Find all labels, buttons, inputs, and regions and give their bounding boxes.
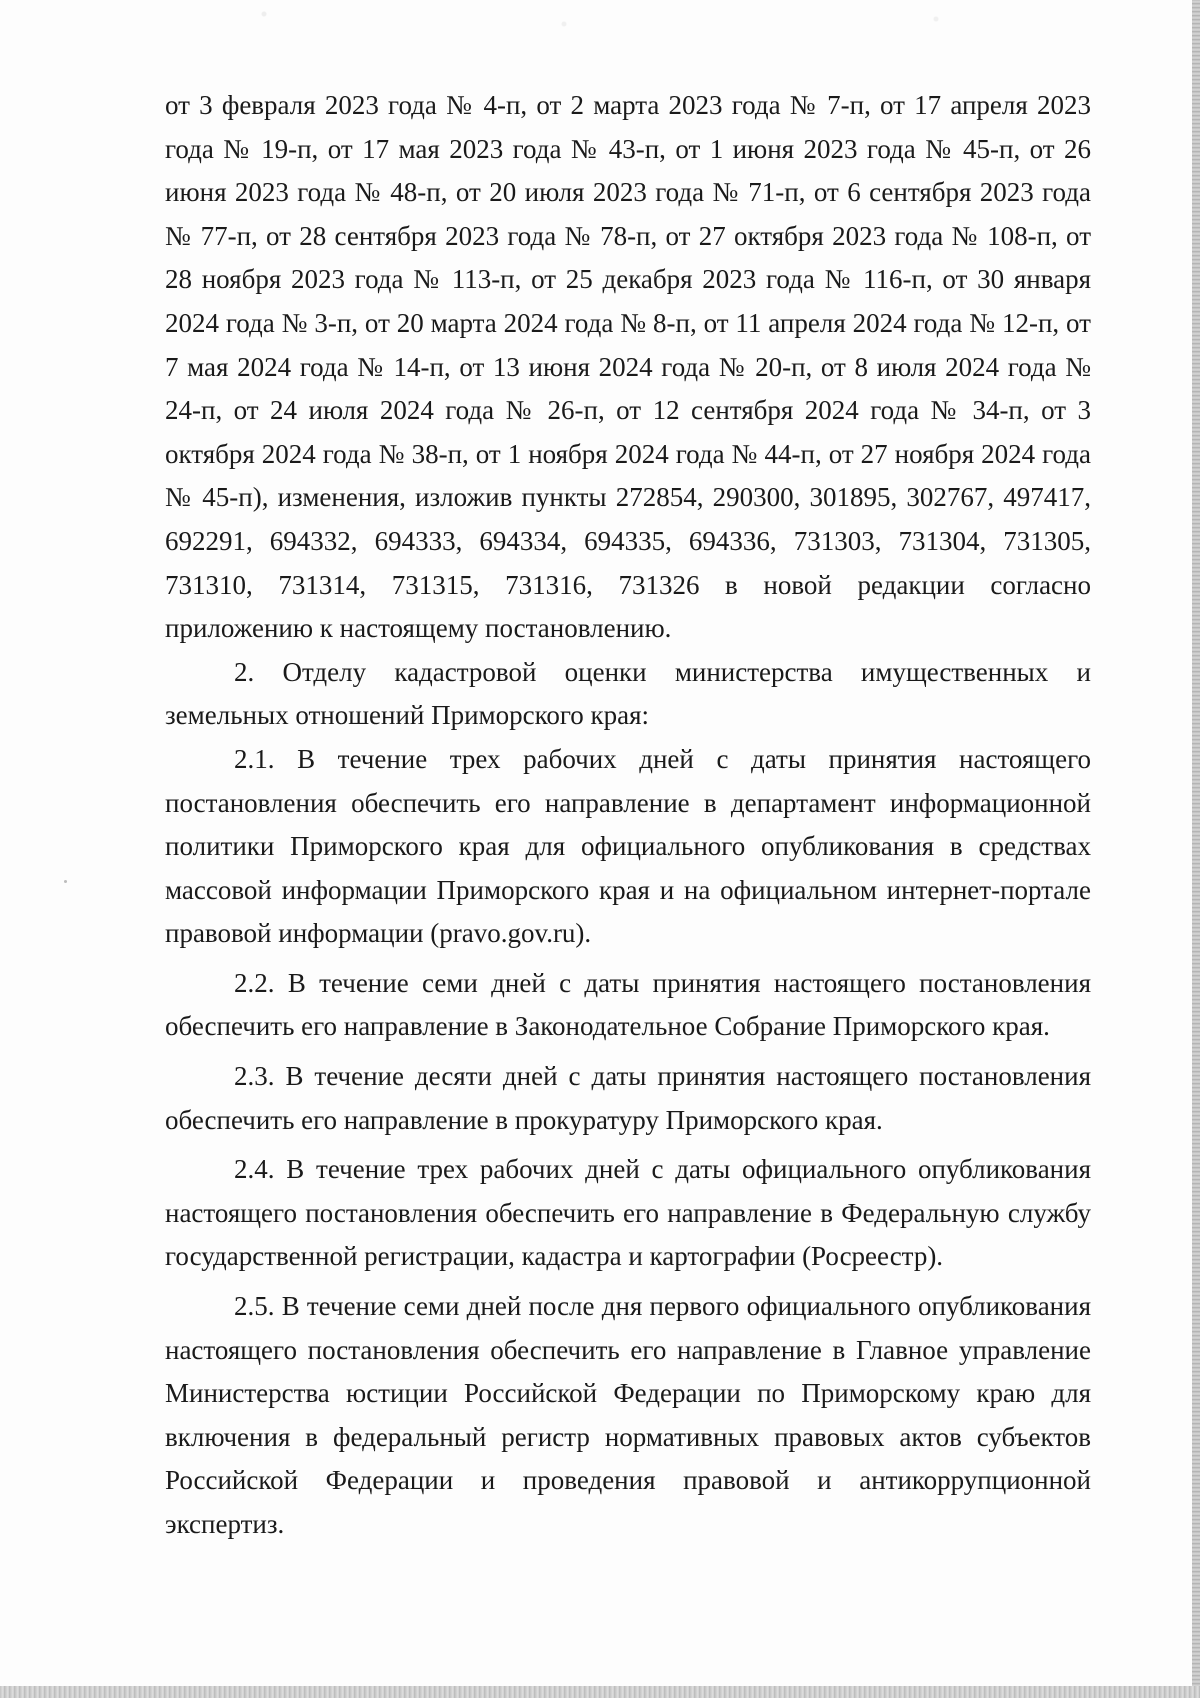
paragraph-item-2-5: 2.5. В течение семи дней после дня первого официального опубликования настоящего постановления обеспечить его направление в Главное управление Министерства юстиции Российской Федерации по Приморскому краю для включения в федеральный регистр нормативных правовых актов субъектов Российской Федерации и проведения правовой и антикоррупционной экспертиз. — [165, 1291, 1091, 1539]
paragraph-continuation: от 3 февраля 2023 года № 4-п, от 2 марта 2023 года № 7-п, от 17 апреля 2023 года № 19-п, от 17 мая 2023 года № 43-п, от 1 июня 2023 года № 45-п, от 26 июня 2023 года № 48-п, от 20 июля 2023 года № 71-п, от 6 сентября 2023 года № 77-п, от 28 сентября 2023 года № 78-п, от 27 октября 2023 года № 108-п, от 28 ноября 2023 года № 113-п, от 25 декабря 2023 года № 116-п, от 30 января 2024 года № 3-п, от 20 марта 2024 года № 8-п, от 11 апреля 2024 года № 12-п, от 7 мая 2024 года № 14-п, от 13 июня 2024 года № 20-п, от 8 июля 2024 года № 24-п, от 24 июля 2024 года № 26-п, от 12 сентября 2024 года № 34-п, от 3 октября 2024 года № 38-п, от 1 ноября 2024 года № 44-п, от 27 ноября 2024 года № 45-п), изменения, изложив пункты 272854, 290300, 301895, 302767, 497417, 692291, 694332, 694333, 694334, 694335, 694336, 731303, 731304, 731305, 731310, 731314, 731315, 731316, 731326 в новой редакции согласно приложению к настоящему постановлению. — [165, 90, 1091, 644]
scan-speck — [64, 880, 67, 883]
paragraph-item-2: 2. Отделу кадастровой оценки министерства имущественных и земельных отношений Приморского края: — [165, 656, 1091, 731]
scan-noise — [0, 4, 1200, 54]
scan-edge-bottom — [0, 1686, 1200, 1698]
paragraph-item-2-1: 2.1. В течение трех рабочих дней с даты принятия настоящего постановления обеспечить его направление в департамент информационной политики Приморского края для официального опубликования в средствах массовой информации Приморского края и на официальном интернет-портале правовой информации (pravo.gov.ru). — [165, 743, 1091, 949]
paragraph-item-2-4: 2.4. В течение трех рабочих дней с даты официального опубликования настоящего постановления обеспечить его направление в Федеральную службу государственной регистрации, кадастра и картографии (Росреестр). — [165, 1154, 1091, 1272]
paragraph-item-2-3: 2.3. В течение десяти дней с даты принятия настоящего постановления обеспечить его направление в прокуратуру Приморского края. — [165, 1061, 1091, 1135]
document-body — [165, 84, 1091, 1547]
scan-edge-right — [1192, 0, 1200, 1698]
paragraph-item-2-2: 2.2. В течение семи дней с даты принятия настоящего постановления обеспечить его направление в Законодательное Собрание Приморского края. — [165, 967, 1091, 1042]
